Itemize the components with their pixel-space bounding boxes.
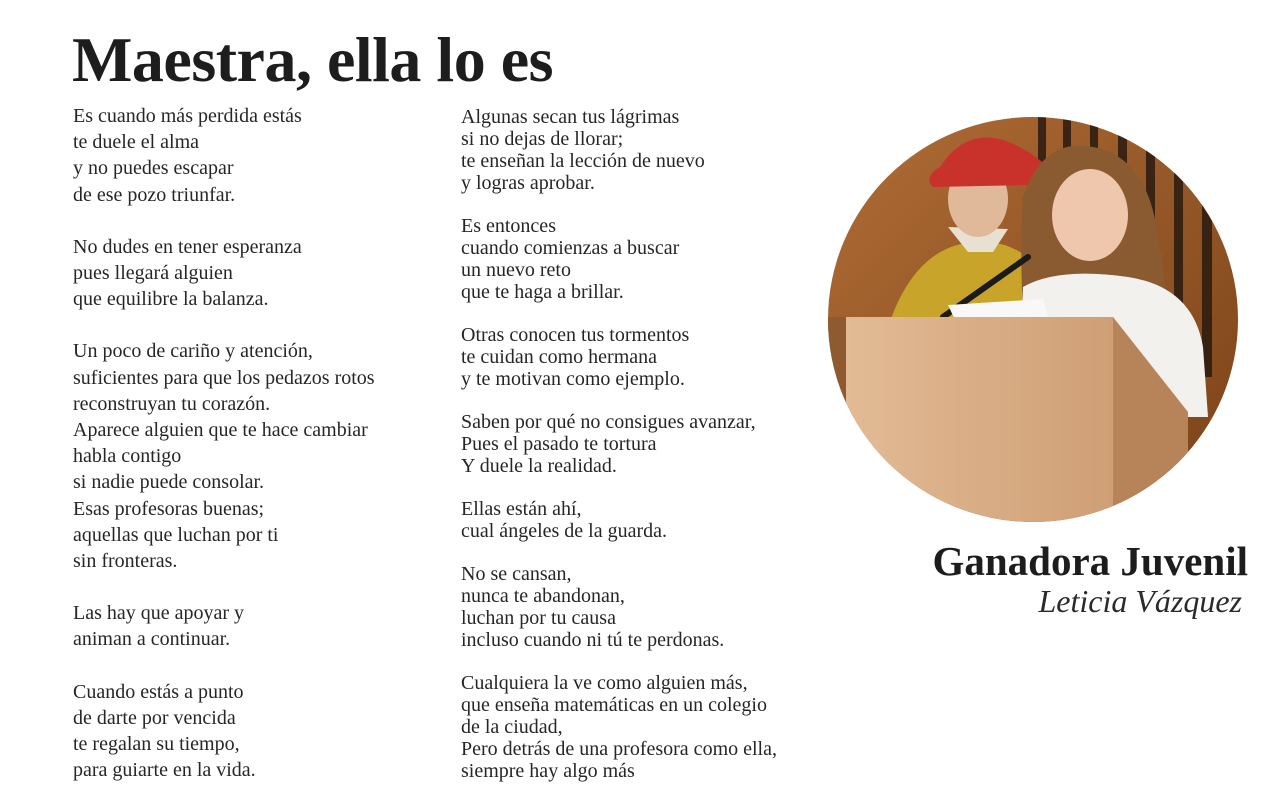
winner-photo-illustration: [828, 117, 1238, 522]
poem-title: Maestra, ella lo es: [72, 24, 553, 95]
poem-line: te duele el alma: [73, 131, 200, 154]
winner-name: Leticia Vázquez: [1038, 583, 1242, 619]
poem-line: un nuevo reto: [461, 259, 571, 281]
poem-line: No se cansan,: [461, 563, 572, 585]
poem-line: Saben por qué no consigues avanzar,: [461, 411, 756, 433]
poem-line: si no dejas de llorar;: [461, 128, 624, 150]
poem-line: nunca te abandonan,: [461, 585, 625, 607]
poem-line: Otras conocen tus tormentos: [461, 324, 690, 346]
poem-line: animan a continuar.: [73, 628, 231, 651]
poem-line: si nadie puede consolar.: [73, 471, 265, 494]
poem-line: sin fronteras.: [73, 550, 178, 573]
poem-line: Pero detrás de una profesora como ella,: [461, 738, 777, 760]
poem-line: Ellas están ahí,: [461, 498, 582, 520]
poem-line: te regalan su tiempo,: [73, 733, 240, 756]
poem-line: de darte por vencida: [73, 706, 236, 729]
poem-line: cuando comienzas a buscar: [461, 237, 680, 259]
poem-stanza: [461, 672, 777, 782]
poem-column-left: [73, 103, 375, 783]
poem-line: que te haga a brillar.: [461, 281, 624, 303]
poem-stanza: [73, 234, 375, 313]
poem-stanza: [73, 103, 375, 208]
poem-line: suficientes para que los pedazos rotos: [73, 366, 375, 389]
poem-line: Cualquiera la ve como alguien más,: [461, 672, 748, 694]
poem-stanza: [73, 338, 375, 574]
poem-line: de la ciudad,: [461, 716, 563, 738]
poem-line: Esas profesoras buenas;: [73, 497, 265, 520]
poem-stanza: [73, 679, 375, 784]
poem-line: Pues el pasado te tortura: [461, 433, 657, 455]
poem-line: reconstruyan tu corazón.: [73, 392, 271, 415]
poem-line: Cuando estás a punto: [73, 680, 244, 703]
poem-line: luchan por tu causa: [461, 607, 616, 629]
poem-line: Las hay que apoyar y: [73, 602, 245, 625]
poem-line: de ese pozo triunfar.: [73, 183, 236, 206]
poem-line: y te motivan como ejemplo.: [461, 368, 685, 390]
poem-stanza: [461, 498, 777, 542]
poem-line: incluso cuando ni tú te perdonas.: [461, 629, 725, 651]
poem-line: Y duele la realidad.: [461, 455, 617, 477]
poem-line: que equilibre la balanza.: [73, 288, 269, 311]
poem-stanza: [73, 600, 375, 652]
poem-line: Es entonces: [461, 215, 556, 237]
poem-column-right: [461, 106, 777, 782]
winner-photo: [828, 117, 1238, 522]
poem-line: y no puedes escapar: [73, 157, 234, 180]
award-title: Ganadora Juvenil: [932, 538, 1248, 584]
poem-line: Algunas secan tus lágrimas: [461, 106, 680, 128]
poem-line: aquellas que luchan por ti: [73, 523, 279, 546]
poem-line: siempre hay algo más: [461, 760, 635, 782]
poem-stanza: [461, 324, 777, 390]
poem-line: No dudes en tener esperanza: [73, 235, 302, 258]
poem-line: cual ángeles de la guarda.: [461, 520, 668, 542]
poem-line: te enseñan la lección de nuevo: [461, 150, 705, 172]
poem-line: que enseña matemáticas en un colegio: [461, 694, 767, 716]
poem-stanza: [461, 106, 777, 194]
poem-stanza: [461, 563, 777, 651]
poem-line: habla contigo: [73, 445, 182, 468]
poem-line: Es cuando más perdida estás: [73, 105, 302, 127]
poem-stanza: [461, 215, 777, 303]
poem-line: te cuidan como hermana: [461, 346, 658, 368]
poem-line: Aparece alguien que te hace cambiar: [73, 419, 368, 442]
poem-line: pues llegará alguien: [73, 262, 233, 285]
poem-line: para guiarte en la vida.: [73, 759, 256, 782]
poem-stanza: [461, 411, 777, 477]
poem-line: y logras aprobar.: [461, 172, 595, 194]
poem-line: Un poco de cariño y atención,: [73, 340, 313, 363]
